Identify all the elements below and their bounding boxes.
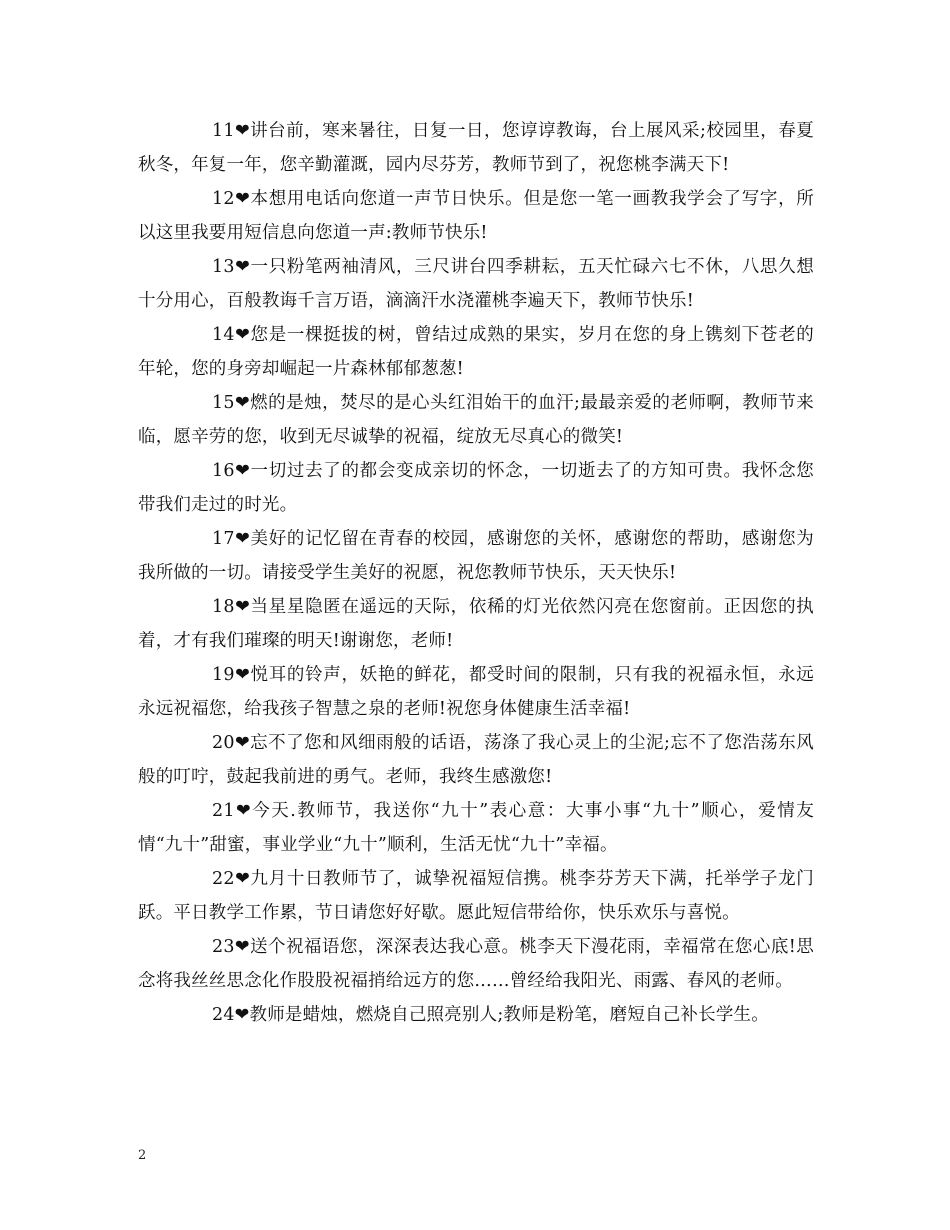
paragraph-17: 17❤美好的记忆留在青春的校园，感谢您的关怀，感谢您的帮助，感谢您为我所做的一切。请接受学生美好的祝愿，祝您教师节快乐，天天快乐!	[138, 529, 814, 583]
paragraph-11: 11❤讲台前，寒来暑往，日复一日，您谆谆教诲，台上展风采;校园里，春夏秋冬，年复一年，您辛勤灌溉，园内尽芬芳，教师节到了，祝您桃李满天下!	[138, 121, 814, 175]
paragraph-22: 22❤九月十日教师节了，诚挚祝福短信携。桃李芬芳天下满，托举学子龙门跃。平日教学工作累，节日请您好好歇。愿此短信带给你，快乐欢乐与喜悦。	[138, 869, 814, 923]
paragraph-16: 16❤一切过去了的都会变成亲切的怀念，一切逝去了的方知可贵。我怀念您带我们走过的时光。	[138, 461, 814, 515]
paragraph-19: 19❤悦耳的铃声，妖艳的鲜花，都受时间的限制，只有我的祝福永恒，永远永远祝福您，给我孩子智慧之泉的老师!祝您身体健康生活幸福!	[138, 665, 814, 719]
paragraph-18: 18❤当星星隐匿在遥远的天际，依稀的灯光依然闪亮在您窗前。正因您的执着，才有我们璀璨的明天!谢谢您，老师!	[138, 597, 814, 651]
paragraph-23: 23❤送个祝福语您，深深表达我心意。桃李天下漫花雨，幸福常在您心底!思念将我丝丝思念化作股股祝福捎给远方的您……曾经给我阳光、雨露、春风的老师。	[138, 937, 814, 991]
paragraph-12: 12❤本想用电话向您道一声节日快乐。但是您一笔一画教我学会了写字，所以这里我要用短信息向您道一声:教师节快乐!	[138, 189, 814, 243]
document-body	[138, 114, 814, 1032]
paragraph-20: 20❤忘不了您和风细雨般的话语，荡涤了我心灵上的尘泥;忘不了您浩荡东风般的叮咛，鼓起我前进的勇气。老师，我终生感激您!	[138, 733, 814, 787]
paragraph-14: 14❤您是一棵挺拔的树，曾结过成熟的果实，岁月在您的身上镌刻下苍老的年轮，您的身旁却崛起一片森林郁郁葱葱!	[138, 325, 814, 379]
paragraph-24: 24❤教师是蜡烛，燃烧自己照亮别人;教师是粉笔，磨短自己补长学生。	[212, 1005, 769, 1025]
paragraph-13: 13❤一只粉笔两袖清风，三尺讲台四季耕耘，五天忙碌六七不休，八思久想十分用心，百般教诲千言万语，滴滴汗水浇灌桃李遍天下，教师节快乐!	[138, 257, 814, 311]
paragraph-15: 15❤燃的是烛，焚尽的是心头红泪始干的血汗;最最亲爱的老师啊，教师节来临，愿辛劳的您，收到无尽诚挚的祝福，绽放无尽真心的微笑!	[138, 393, 814, 447]
paragraph-21: 21❤今天.教师节，我送你“九十”表心意：大事小事“九十”顺心，爱情友情“九十”甜蜜，事业学业“九十”顺利，生活无忧“九十”幸福。	[138, 801, 814, 855]
page-number: 2	[138, 1148, 147, 1163]
